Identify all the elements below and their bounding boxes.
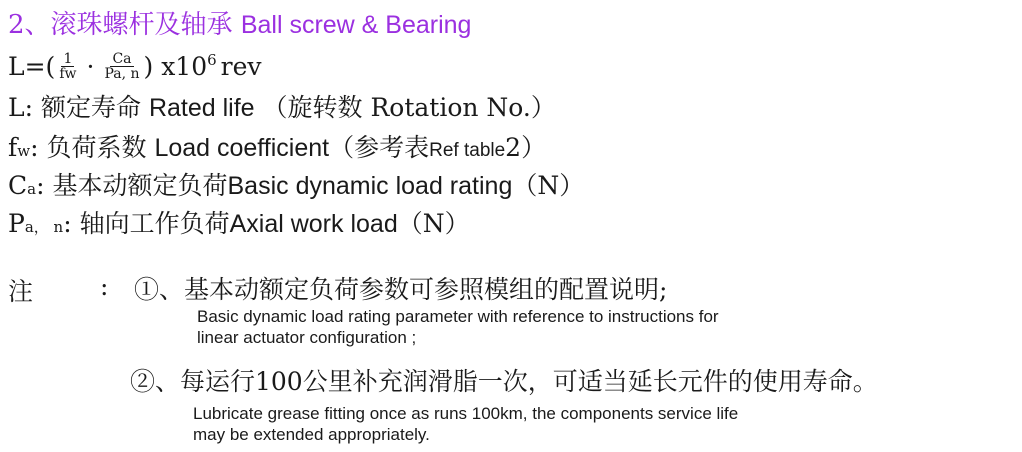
definition-symbol: L <box>8 93 25 122</box>
definition-separator: : <box>36 171 53 200</box>
definition-en: Load coefficient <box>154 134 330 162</box>
definition-cn: 轴向工作负荷 <box>79 209 230 238</box>
definition-tail: （N） <box>512 171 585 200</box>
note-2-cn: ②、每运行100公里补充润滑脂一次，可适当延长元件的使用寿命。 <box>130 367 878 396</box>
definition-rated-life <box>8 88 556 124</box>
definition-en: Basic dynamic load rating <box>227 172 513 200</box>
formula-fraction-2 <box>102 52 141 81</box>
definition-basic-dynamic-load <box>8 166 584 202</box>
formula-dot: · <box>86 51 95 81</box>
definition-separator: : <box>30 133 47 162</box>
definition-cn: 额定寿命 <box>40 93 149 122</box>
definition-tail-end: 2） <box>505 133 547 162</box>
definition-separator: : <box>63 209 80 238</box>
definition-subscript: a <box>27 180 37 198</box>
definition-tail: （旋转数 Rotation No.） <box>254 93 556 122</box>
formula-rhs: ) x10 <box>143 51 208 81</box>
formula-lhs: L=( <box>8 51 56 81</box>
section-title <box>8 4 471 41</box>
definition-en: Axial work load <box>229 210 398 238</box>
definition-symbol: P <box>8 209 25 238</box>
definition-subscript: w <box>17 142 31 160</box>
note-1-cn: ①、基本动额定负荷参数可参照模组的配置说明; <box>134 275 668 304</box>
definition-axial-work-load <box>8 204 470 240</box>
note-2-en-line-2: may be extended appropriately. <box>193 425 430 444</box>
definition-tail: （N） <box>397 209 470 238</box>
section-title-en: Ball screw & Bearing <box>240 11 472 39</box>
life-formula <box>8 46 262 86</box>
definition-tail: （参考表 <box>329 133 430 162</box>
definition-load-coefficient <box>8 128 546 164</box>
definition-en: Rated life <box>148 94 255 122</box>
definition-cn: 负荷系数 <box>46 133 155 162</box>
definition-separator: : <box>24 93 41 122</box>
definition-subscript: a， n <box>24 218 64 236</box>
fraction-2-denominator: Pa, n <box>104 65 140 82</box>
note-1-en-line-2: linear actuator configuration ; <box>197 328 417 347</box>
fraction-1-numerator: 1 <box>63 50 73 67</box>
note-1-en <box>197 306 719 348</box>
definition-table-ref: Ref table <box>429 140 506 161</box>
note-2-en <box>193 403 738 445</box>
notes-label: 注 <box>8 277 34 306</box>
definition-cn: 基本动额定负荷 <box>52 171 228 200</box>
definition-symbol: f <box>8 133 18 162</box>
note-2-en-line-1: Lubricate grease fitting once as runs 100km, the components service life <box>193 404 739 423</box>
formula-unit: rev <box>220 51 262 81</box>
section-title-cn: 2、滚珠螺杆及轴承 <box>8 10 233 40</box>
notes-colon: : <box>100 272 109 301</box>
note-1-en-line-1: Basic dynamic load rating parameter with reference to instructions for <box>197 307 719 326</box>
definition-symbol: C <box>8 171 28 200</box>
fraction-1-denominator: fw <box>59 65 77 82</box>
fraction-2-numerator: Ca <box>112 50 132 67</box>
formula-exponent: 6 <box>207 51 217 69</box>
formula-fraction-1 <box>57 52 78 81</box>
